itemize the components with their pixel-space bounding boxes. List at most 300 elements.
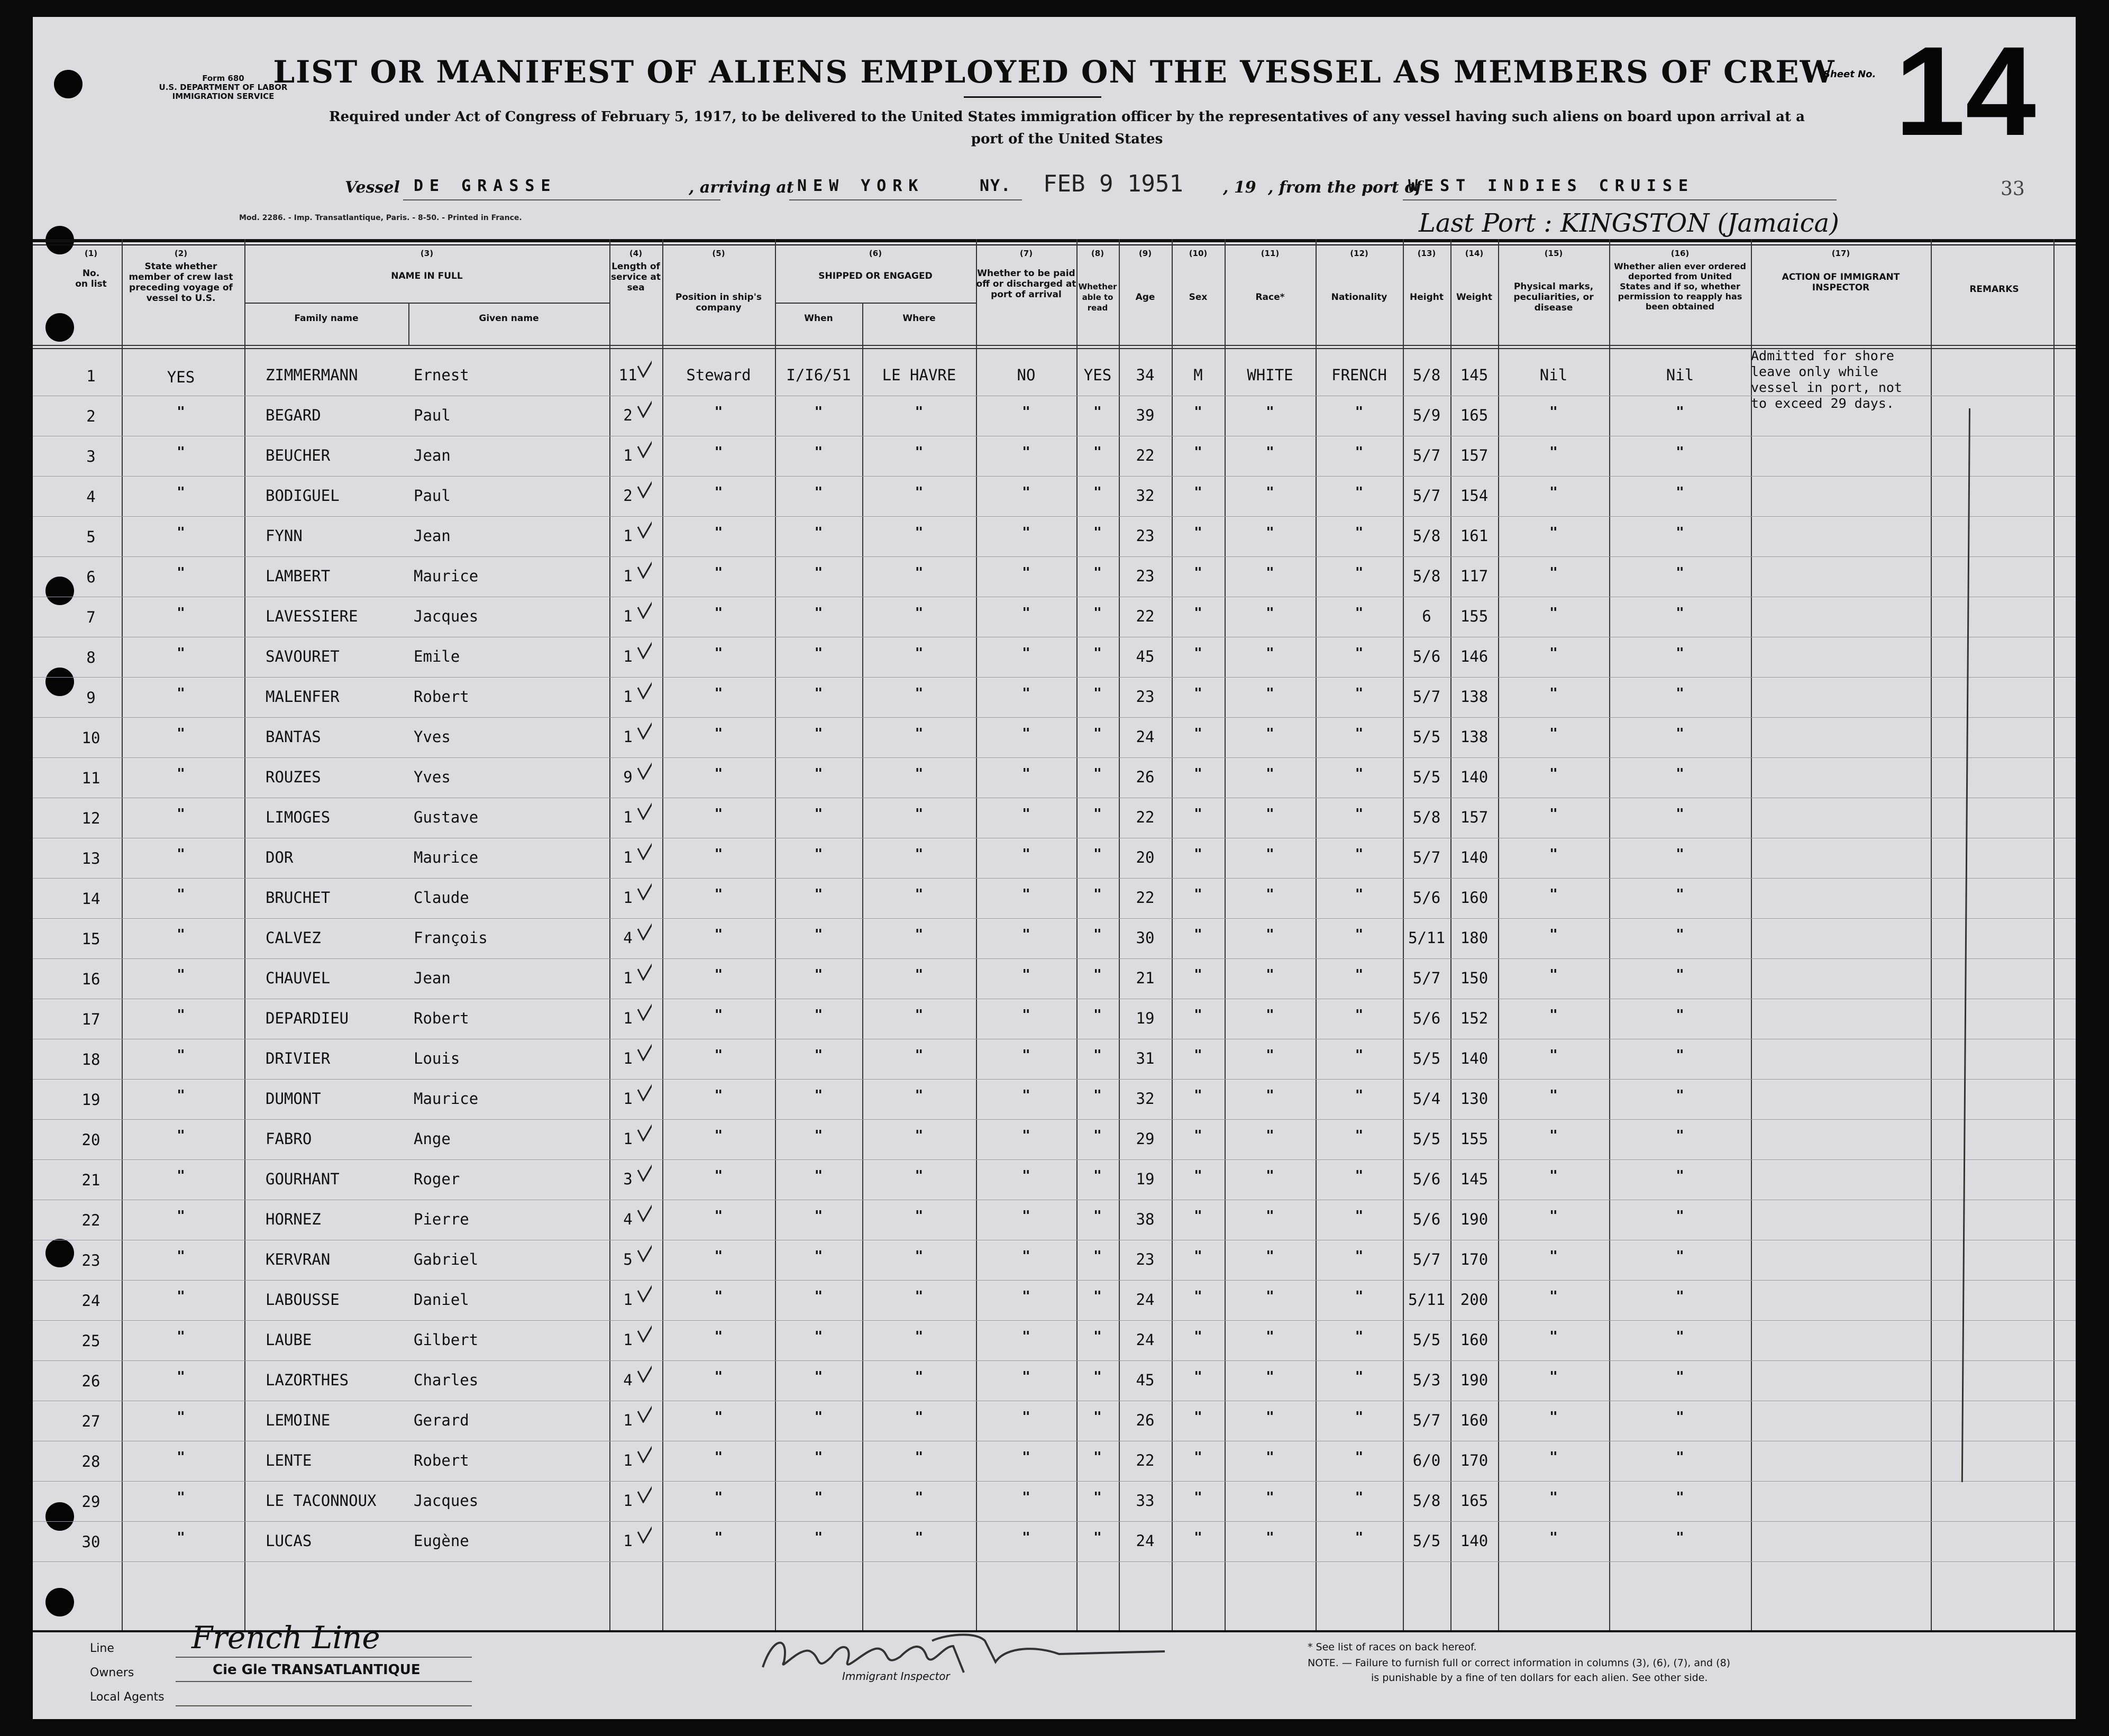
family-name: CALVEZ — [266, 929, 321, 947]
col-head-deported: Whether alien ever ordered deported from United States and if so, whether permission to reapply has been obtained — [1614, 261, 1746, 312]
ditto-mark: " — [814, 1208, 823, 1224]
ditto-mark: " — [1676, 927, 1684, 943]
ditto-mark: " — [1093, 686, 1102, 701]
printer-line: Mod. 2286. - Imp. Transatlantique, Paris. - 8-50. - Printed in France. — [239, 214, 522, 222]
col-head-prior-voyage: State whether member of crew last preceding voyage of vessel to U.S. — [129, 261, 233, 304]
ditto-mark: " — [1266, 1208, 1274, 1224]
ditto-mark: " — [1093, 1289, 1102, 1304]
given-name: Ange — [414, 1130, 451, 1148]
age: 29 — [1136, 1130, 1155, 1148]
check-mark-icon — [636, 596, 652, 619]
col-head-no: No. on list — [75, 268, 107, 289]
ditto-mark: " — [1022, 1007, 1030, 1023]
column-rule — [244, 239, 245, 1630]
ditto-mark: " — [1093, 605, 1102, 621]
family-name: GOURHANT — [266, 1170, 340, 1188]
row-rule — [33, 918, 2076, 919]
ditto-mark: " — [915, 404, 924, 420]
given-name: Robert — [414, 1009, 469, 1027]
ditto-mark: " — [1355, 1248, 1364, 1264]
ditto-mark: " — [1355, 967, 1364, 983]
inspector-action-note: Admitted for shore leave only while vessel in port, not to exceed 29 days. — [1751, 348, 1902, 411]
ditto-mark: " — [177, 444, 185, 460]
ditto-mark: " — [814, 565, 823, 581]
ditto-mark: " — [814, 726, 823, 742]
service-length: 1 — [623, 1049, 633, 1067]
ditto-mark: " — [1676, 1369, 1684, 1385]
height: 5/4 — [1412, 1090, 1441, 1108]
agents-underline — [176, 1705, 472, 1706]
col-num-4: (4) — [629, 249, 643, 258]
height: 5/7 — [1412, 969, 1441, 987]
ditto-mark: " — [1355, 686, 1364, 701]
family-name: ROUZES — [266, 768, 321, 786]
ditto-mark: " — [1676, 1007, 1684, 1023]
ditto-mark: " — [915, 525, 924, 541]
footer-line-value: French Line — [191, 1620, 380, 1656]
ditto-mark: " — [1093, 1530, 1102, 1546]
ditto-mark: " — [714, 1208, 723, 1224]
service-length: 3 — [623, 1170, 633, 1188]
height: 5/6 — [1412, 647, 1441, 665]
given-name: Maurice — [414, 567, 479, 585]
ditto-mark: " — [1549, 1409, 1558, 1425]
row-number: 5 — [86, 528, 96, 546]
ditto-mark: " — [814, 686, 823, 701]
ditto-mark: " — [1194, 846, 1202, 862]
row-rule — [33, 476, 2076, 477]
ditto-mark: " — [1676, 1409, 1684, 1425]
nationality: FRENCH — [1331, 366, 1387, 384]
ditto-mark: " — [1266, 806, 1274, 822]
ditto-mark: " — [1022, 967, 1030, 983]
ditto-mark: " — [1549, 686, 1558, 701]
ditto-mark: " — [714, 806, 723, 822]
ditto-mark: " — [1093, 726, 1102, 742]
ditto-mark: " — [714, 525, 723, 541]
ditto-mark: " — [1549, 444, 1558, 460]
weight: 146 — [1460, 647, 1489, 665]
row-rule — [33, 878, 2076, 879]
header-bottom-rule — [33, 345, 2076, 346]
ditto-mark: " — [714, 1128, 723, 1144]
given-name: Eugène — [414, 1532, 469, 1550]
ditto-mark: " — [1355, 766, 1364, 782]
row-number: 25 — [81, 1332, 101, 1350]
ditto-mark: " — [1549, 1168, 1558, 1184]
check-mark-icon — [636, 957, 652, 981]
ditto-mark: " — [1676, 485, 1684, 500]
height: 5/6 — [1412, 1009, 1441, 1027]
ditto-mark: " — [177, 1168, 185, 1184]
ditto-mark: " — [1355, 444, 1364, 460]
ditto-mark: " — [814, 605, 823, 621]
row-number: 9 — [86, 689, 96, 707]
col-num-15: (15) — [1544, 249, 1563, 258]
ditto-mark: " — [814, 806, 823, 822]
binder-hole — [45, 1502, 74, 1531]
family-name: CHAUVEL — [266, 969, 331, 987]
row-number: 1 — [86, 367, 96, 385]
height: 5/7 — [1412, 1250, 1441, 1268]
age: 21 — [1136, 969, 1155, 987]
family-name: BEGARD — [266, 406, 321, 424]
col-head-marks: Physical marks, peculiarities, or disease — [1513, 281, 1594, 313]
ditto-mark: " — [714, 1168, 723, 1184]
service-length: 1 — [623, 446, 633, 464]
ditto-mark: " — [1266, 726, 1274, 742]
ditto-mark: " — [1266, 525, 1274, 541]
check-mark-icon — [636, 1158, 652, 1182]
ditto-mark: " — [1676, 565, 1684, 581]
given-name: Charles — [414, 1371, 479, 1389]
ditto-mark: " — [177, 686, 185, 701]
ditto-mark: " — [814, 1329, 823, 1345]
ditto-mark: " — [1266, 686, 1274, 701]
weight: 160 — [1460, 889, 1489, 907]
name-split — [408, 303, 409, 345]
ditto-mark: " — [1549, 1449, 1558, 1465]
ditto-mark: " — [1194, 1409, 1202, 1425]
row-number: 26 — [81, 1372, 101, 1390]
ditto-mark: " — [1022, 565, 1030, 581]
col-head-age: Age — [1135, 292, 1155, 303]
service-length: 1 — [623, 527, 633, 545]
ditto-mark: " — [915, 1409, 924, 1425]
ditto-mark: " — [1355, 1329, 1364, 1345]
ditto-mark: " — [177, 1369, 185, 1385]
col-head-weight: Weight — [1456, 292, 1492, 303]
ditto-mark: " — [1194, 1369, 1202, 1385]
row-number: 30 — [81, 1533, 101, 1551]
ditto-mark: " — [1093, 1409, 1102, 1425]
height: 5/7 — [1412, 446, 1441, 464]
ditto-mark: " — [1676, 686, 1684, 701]
ditto-mark: " — [177, 1289, 185, 1304]
ditto-mark: " — [814, 927, 823, 943]
ditto-mark: " — [1355, 927, 1364, 943]
form-title: LIST OR MANIFEST OF ALIENS EMPLOYED ON THE VESSEL AS MEMBERS OF CREW — [273, 54, 1836, 90]
check-mark-icon — [636, 1239, 652, 1262]
ditto-mark: " — [915, 1128, 924, 1144]
height: 5/7 — [1412, 1411, 1441, 1429]
ditto-mark: " — [1022, 1530, 1030, 1546]
ditto-mark: " — [814, 485, 823, 500]
ditto-mark: " — [1676, 846, 1684, 862]
ditto-mark: " — [714, 1289, 723, 1304]
family-name: LE TACONNOUX — [266, 1492, 377, 1510]
ditto-mark: " — [1266, 846, 1274, 862]
ditto-mark: " — [1676, 404, 1684, 420]
ditto-mark: " — [1093, 1128, 1102, 1144]
ditto-mark: " — [1266, 1289, 1274, 1304]
row-rule — [33, 958, 2076, 959]
ditto-mark: " — [814, 1369, 823, 1385]
ditto-mark: " — [1022, 846, 1030, 862]
ditto-mark: " — [1022, 1409, 1030, 1425]
ditto-mark: " — [177, 525, 185, 541]
ditto-mark: " — [1022, 485, 1030, 500]
owners-underline — [176, 1681, 472, 1682]
prior-voyage: YES — [167, 368, 195, 386]
service-length: 1 — [623, 848, 633, 866]
col-num-10: (10) — [1189, 249, 1208, 258]
family-name: DRIVIER — [266, 1049, 331, 1067]
given-name: Louis — [414, 1049, 460, 1067]
ditto-mark: " — [915, 565, 924, 581]
ditto-mark: " — [1194, 1289, 1202, 1304]
ditto-mark: " — [915, 1369, 924, 1385]
service-length: 2 — [623, 487, 633, 505]
ditto-mark: " — [1266, 444, 1274, 460]
ditto-mark: " — [1549, 1007, 1558, 1023]
family-name: MALENFER — [266, 688, 340, 706]
weight: 157 — [1460, 446, 1489, 464]
row-number: 11 — [81, 769, 101, 787]
ditto-mark: " — [1022, 1248, 1030, 1264]
subtitle-line-2: port of the United States — [971, 131, 1163, 147]
ditto-mark: " — [1676, 1168, 1684, 1184]
service-length: 1 — [623, 688, 633, 706]
ditto-mark: " — [1266, 1490, 1274, 1505]
ditto-mark: " — [177, 766, 185, 782]
ditto-mark: " — [714, 1409, 723, 1425]
ditto-mark: " — [1549, 927, 1558, 943]
col-head-sex: Sex — [1189, 292, 1208, 303]
row-rule — [33, 717, 2076, 718]
service-length: 1 — [623, 1291, 633, 1309]
service-length: 4 — [623, 1371, 633, 1389]
ditto-mark: " — [1549, 1329, 1558, 1345]
row-rule — [33, 1360, 2076, 1361]
age: 39 — [1136, 406, 1155, 424]
arriving-port: NEW YORK — [797, 177, 925, 195]
row-rule — [33, 1320, 2076, 1321]
ditto-mark: " — [1093, 1248, 1102, 1264]
name-subrule — [244, 303, 609, 304]
ditto-mark: " — [1194, 967, 1202, 983]
age: 32 — [1136, 1090, 1155, 1108]
service-length: 1 — [623, 1090, 633, 1108]
family-name: BANTAS — [266, 728, 321, 746]
footer-note-label: NOTE. — — [1308, 1657, 1352, 1669]
ditto-mark: " — [915, 1208, 924, 1224]
footer-agents-label: Local Agents — [90, 1691, 165, 1704]
ditto-mark: " — [1266, 485, 1274, 500]
family-name: SAVOURET — [266, 647, 340, 665]
ditto-mark: " — [1093, 846, 1102, 862]
ditto-mark: " — [915, 1530, 924, 1546]
ditto-mark: " — [1194, 1490, 1202, 1505]
weight: 140 — [1460, 1049, 1489, 1067]
ditto-mark: " — [814, 1289, 823, 1304]
ditto-mark: " — [714, 1329, 723, 1345]
col-num-13: (13) — [1417, 249, 1436, 258]
sheet-number: 14 — [1895, 20, 2036, 162]
ditto-mark: " — [915, 887, 924, 902]
ditto-mark: " — [1194, 1329, 1202, 1345]
given-name: Maurice — [414, 848, 479, 866]
ditto-mark: " — [915, 1289, 924, 1304]
shipped-split — [862, 303, 863, 1630]
ditto-mark: " — [177, 1007, 185, 1023]
ditto-mark: " — [714, 1490, 723, 1505]
ditto-mark: " — [814, 1490, 823, 1505]
ditto-mark: " — [1194, 1007, 1202, 1023]
ditto-mark: " — [915, 1248, 924, 1264]
vessel-label: Vessel — [345, 178, 400, 197]
ditto-mark: " — [1355, 1208, 1364, 1224]
age: 23 — [1136, 688, 1155, 706]
ditto-mark: " — [915, 1047, 924, 1063]
ditto-mark: " — [1355, 525, 1364, 541]
col-num-3: (3) — [420, 249, 434, 258]
height: 5/7 — [1412, 848, 1441, 866]
service-length: 2 — [623, 406, 633, 424]
ditto-mark: " — [177, 565, 185, 581]
ditto-mark: " — [1093, 645, 1102, 661]
ditto-mark: " — [1549, 726, 1558, 742]
height: 5/8 — [1412, 567, 1441, 585]
given-name: Daniel — [414, 1291, 469, 1309]
height: 5/6 — [1412, 1210, 1441, 1228]
row-rule — [33, 1521, 2076, 1522]
weight: 145 — [1460, 1170, 1489, 1188]
row-number: 23 — [81, 1251, 101, 1269]
family-name: DEPARDIEU — [266, 1009, 349, 1027]
ditto-mark: " — [1355, 1369, 1364, 1385]
service-length: 4 — [623, 929, 633, 947]
ditto-mark: " — [714, 1248, 723, 1264]
ditto-mark: " — [1022, 1289, 1030, 1304]
ditto-mark: " — [177, 726, 185, 742]
row-rule — [33, 677, 2076, 678]
ditto-mark: " — [1676, 605, 1684, 621]
service-length: 1 — [623, 647, 633, 665]
weight: 170 — [1460, 1250, 1489, 1268]
check-mark-icon — [636, 716, 652, 739]
ditto-mark: " — [814, 1047, 823, 1063]
ditto-mark: " — [1022, 1208, 1030, 1224]
height: 6/0 — [1412, 1451, 1441, 1469]
family-name: LAMBERT — [266, 567, 331, 585]
row-number: 6 — [86, 568, 96, 586]
ditto-mark: " — [1355, 1490, 1364, 1505]
ditto-mark: " — [1093, 1329, 1102, 1345]
row-number: 8 — [86, 648, 96, 666]
ditto-mark: " — [1355, 605, 1364, 621]
ditto-mark: " — [1194, 1449, 1202, 1465]
column-rule — [1751, 239, 1752, 1630]
ditto-mark: " — [1093, 404, 1102, 420]
row-number: 13 — [81, 849, 101, 867]
row-rule — [33, 516, 2076, 517]
ditto-mark: " — [915, 1168, 924, 1184]
ditto-mark: " — [814, 1530, 823, 1546]
ditto-mark: " — [177, 887, 185, 902]
able-to-read: YES — [1083, 366, 1112, 384]
service-length: 1 — [623, 1130, 633, 1148]
row-number: 22 — [81, 1211, 101, 1229]
form-department: U.S. DEPARTMENT OF LABOR — [159, 83, 288, 92]
ditto-mark: " — [1093, 1007, 1102, 1023]
row-rule — [33, 1119, 2076, 1120]
col-num-1: (1) — [84, 249, 98, 258]
binder-hole — [45, 577, 74, 605]
row-number: 28 — [81, 1452, 101, 1470]
weight: 190 — [1460, 1371, 1489, 1389]
ditto-mark: " — [1549, 1088, 1558, 1103]
col-head-given: Given name — [479, 313, 539, 324]
weight: 140 — [1460, 848, 1489, 866]
height: 5/5 — [1412, 1130, 1441, 1148]
ditto-mark: " — [1355, 645, 1364, 661]
ditto-mark: " — [1676, 766, 1684, 782]
ditto-mark: " — [714, 485, 723, 500]
row-number: 21 — [81, 1171, 101, 1189]
check-mark-icon — [636, 1400, 652, 1423]
weight: 160 — [1460, 1331, 1489, 1349]
ditto-mark: " — [177, 806, 185, 822]
family-name: FYNN — [266, 527, 303, 545]
ditto-mark: " — [1093, 766, 1102, 782]
age: 22 — [1136, 607, 1155, 625]
ditto-mark: " — [1676, 1289, 1684, 1304]
ditto-mark: " — [1022, 1449, 1030, 1465]
family-name: DUMONT — [266, 1090, 321, 1108]
ditto-mark: " — [1093, 1369, 1102, 1385]
height: 5/6 — [1412, 1170, 1441, 1188]
ditto-mark: " — [1549, 1248, 1558, 1264]
position: Steward — [686, 366, 751, 384]
from-label: , from the port of — [1268, 178, 1422, 197]
ditto-mark: " — [1022, 605, 1030, 621]
ditto-mark: " — [714, 605, 723, 621]
height: 5/3 — [1412, 1371, 1441, 1389]
height: 5/8 — [1412, 527, 1441, 545]
ditto-mark: " — [177, 1409, 185, 1425]
ditto-mark: " — [1676, 1047, 1684, 1063]
vessel-underline — [403, 199, 720, 200]
ditto-mark: " — [1022, 444, 1030, 460]
height: 5/5 — [1412, 1331, 1441, 1349]
ditto-mark: " — [1266, 605, 1274, 621]
ditto-mark: " — [1549, 1289, 1558, 1304]
check-mark-icon — [636, 475, 652, 498]
ditto-mark: " — [1194, 1248, 1202, 1264]
ditto-mark: " — [1194, 887, 1202, 902]
date-stamp: FEB 9 1951 — [1043, 170, 1183, 197]
subtitle-line-1: Required under Act of Congress of February 5, 1917, to be delivered to the United States immigration officer by the representatives of any vessel having such aliens on board upon arrival at a — [329, 109, 1805, 125]
height: 5/8 — [1412, 366, 1441, 384]
shipped-when: I/I6/51 — [786, 366, 851, 384]
given-name: Claude — [414, 889, 469, 907]
ditto-mark: " — [1355, 404, 1364, 420]
physical-marks: Nil — [1539, 366, 1568, 384]
row-number: 29 — [81, 1493, 101, 1511]
age: 24 — [1136, 1331, 1155, 1349]
ditto-mark: " — [1266, 1088, 1274, 1103]
given-name: Gerard — [414, 1411, 469, 1429]
ditto-mark: " — [1355, 1007, 1364, 1023]
arriving-state: NY. — [980, 177, 1012, 195]
ditto-mark: " — [177, 645, 185, 661]
age: 22 — [1136, 1451, 1155, 1469]
ditto-mark: " — [1022, 525, 1030, 541]
age: 22 — [1136, 808, 1155, 826]
inspector-signature — [742, 1625, 1175, 1683]
check-mark-icon — [636, 917, 652, 940]
